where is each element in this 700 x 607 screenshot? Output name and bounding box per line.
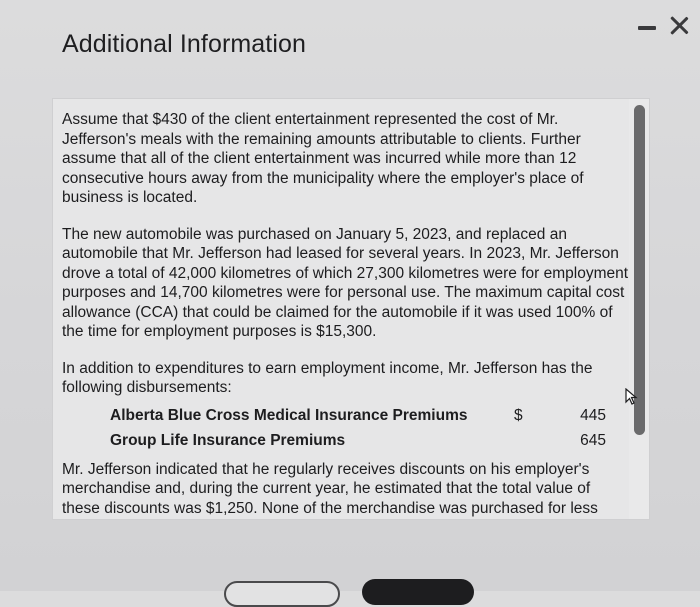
cursor-icon — [624, 388, 642, 406]
disbursement-label: Alberta Blue Cross Medical Insurance Premiums — [110, 406, 468, 424]
page-title: Additional Information — [62, 30, 307, 58]
secondary-button[interactable] — [224, 581, 340, 607]
minimize-icon[interactable] — [638, 26, 656, 30]
close-icon[interactable] — [668, 14, 690, 36]
table-row — [62, 406, 632, 431]
window-controls — [638, 14, 690, 36]
disbursement-amount: 445 — [580, 406, 606, 424]
paragraph-automobile: The new automobile was purchased on January 5, 2023, and replaced an automobile that Mr. Jefferson had leased for several years. In 2023, Mr. Jefferson drove a total of 42,000 kilometres of which 27,300 kilometres were for employment purposes and 14,700 kilometres were for personal use. The maximum capital cost allowance (CCA) that could be claimed for the automobile if it was used 100% of the time for employment purposes is $15,300. — [62, 225, 629, 340]
disbursement-table — [62, 406, 632, 456]
bottom-button-bar — [0, 575, 700, 591]
disbursement-currency: $ — [514, 406, 523, 424]
scrollbar-thumb[interactable] — [634, 105, 645, 435]
content-scroll-area[interactable] — [62, 110, 632, 518]
content-panel — [52, 98, 650, 520]
paragraph-entertainment: Assume that $430 of the client entertainment represented the cost of Mr. Jefferson's meals with the remaining amounts attributable to clients. Further assume that all of the client entertainment was incurred while more than 12 consecutive hours away from the municipality where the employer's place of business is located. — [62, 111, 584, 206]
table-row — [62, 431, 632, 456]
disbursement-amount: 645 — [580, 431, 606, 449]
disbursement-label: Group Life Insurance Premiums — [110, 431, 346, 449]
paragraph-discounts: Mr. Jefferson indicated that he regularly receives discounts on his employer's merchandise and, during the current year, he estimated that the total value of these discounts was $1,250. None of the merchandise was purchased for less — [62, 460, 598, 517]
primary-button[interactable] — [362, 579, 474, 605]
scrollbar-track[interactable] — [629, 99, 649, 519]
paragraph-disbursements-intro: In addition to expenditures to earn employment income, Mr. Jefferson has the following disbursements: — [62, 359, 593, 396]
